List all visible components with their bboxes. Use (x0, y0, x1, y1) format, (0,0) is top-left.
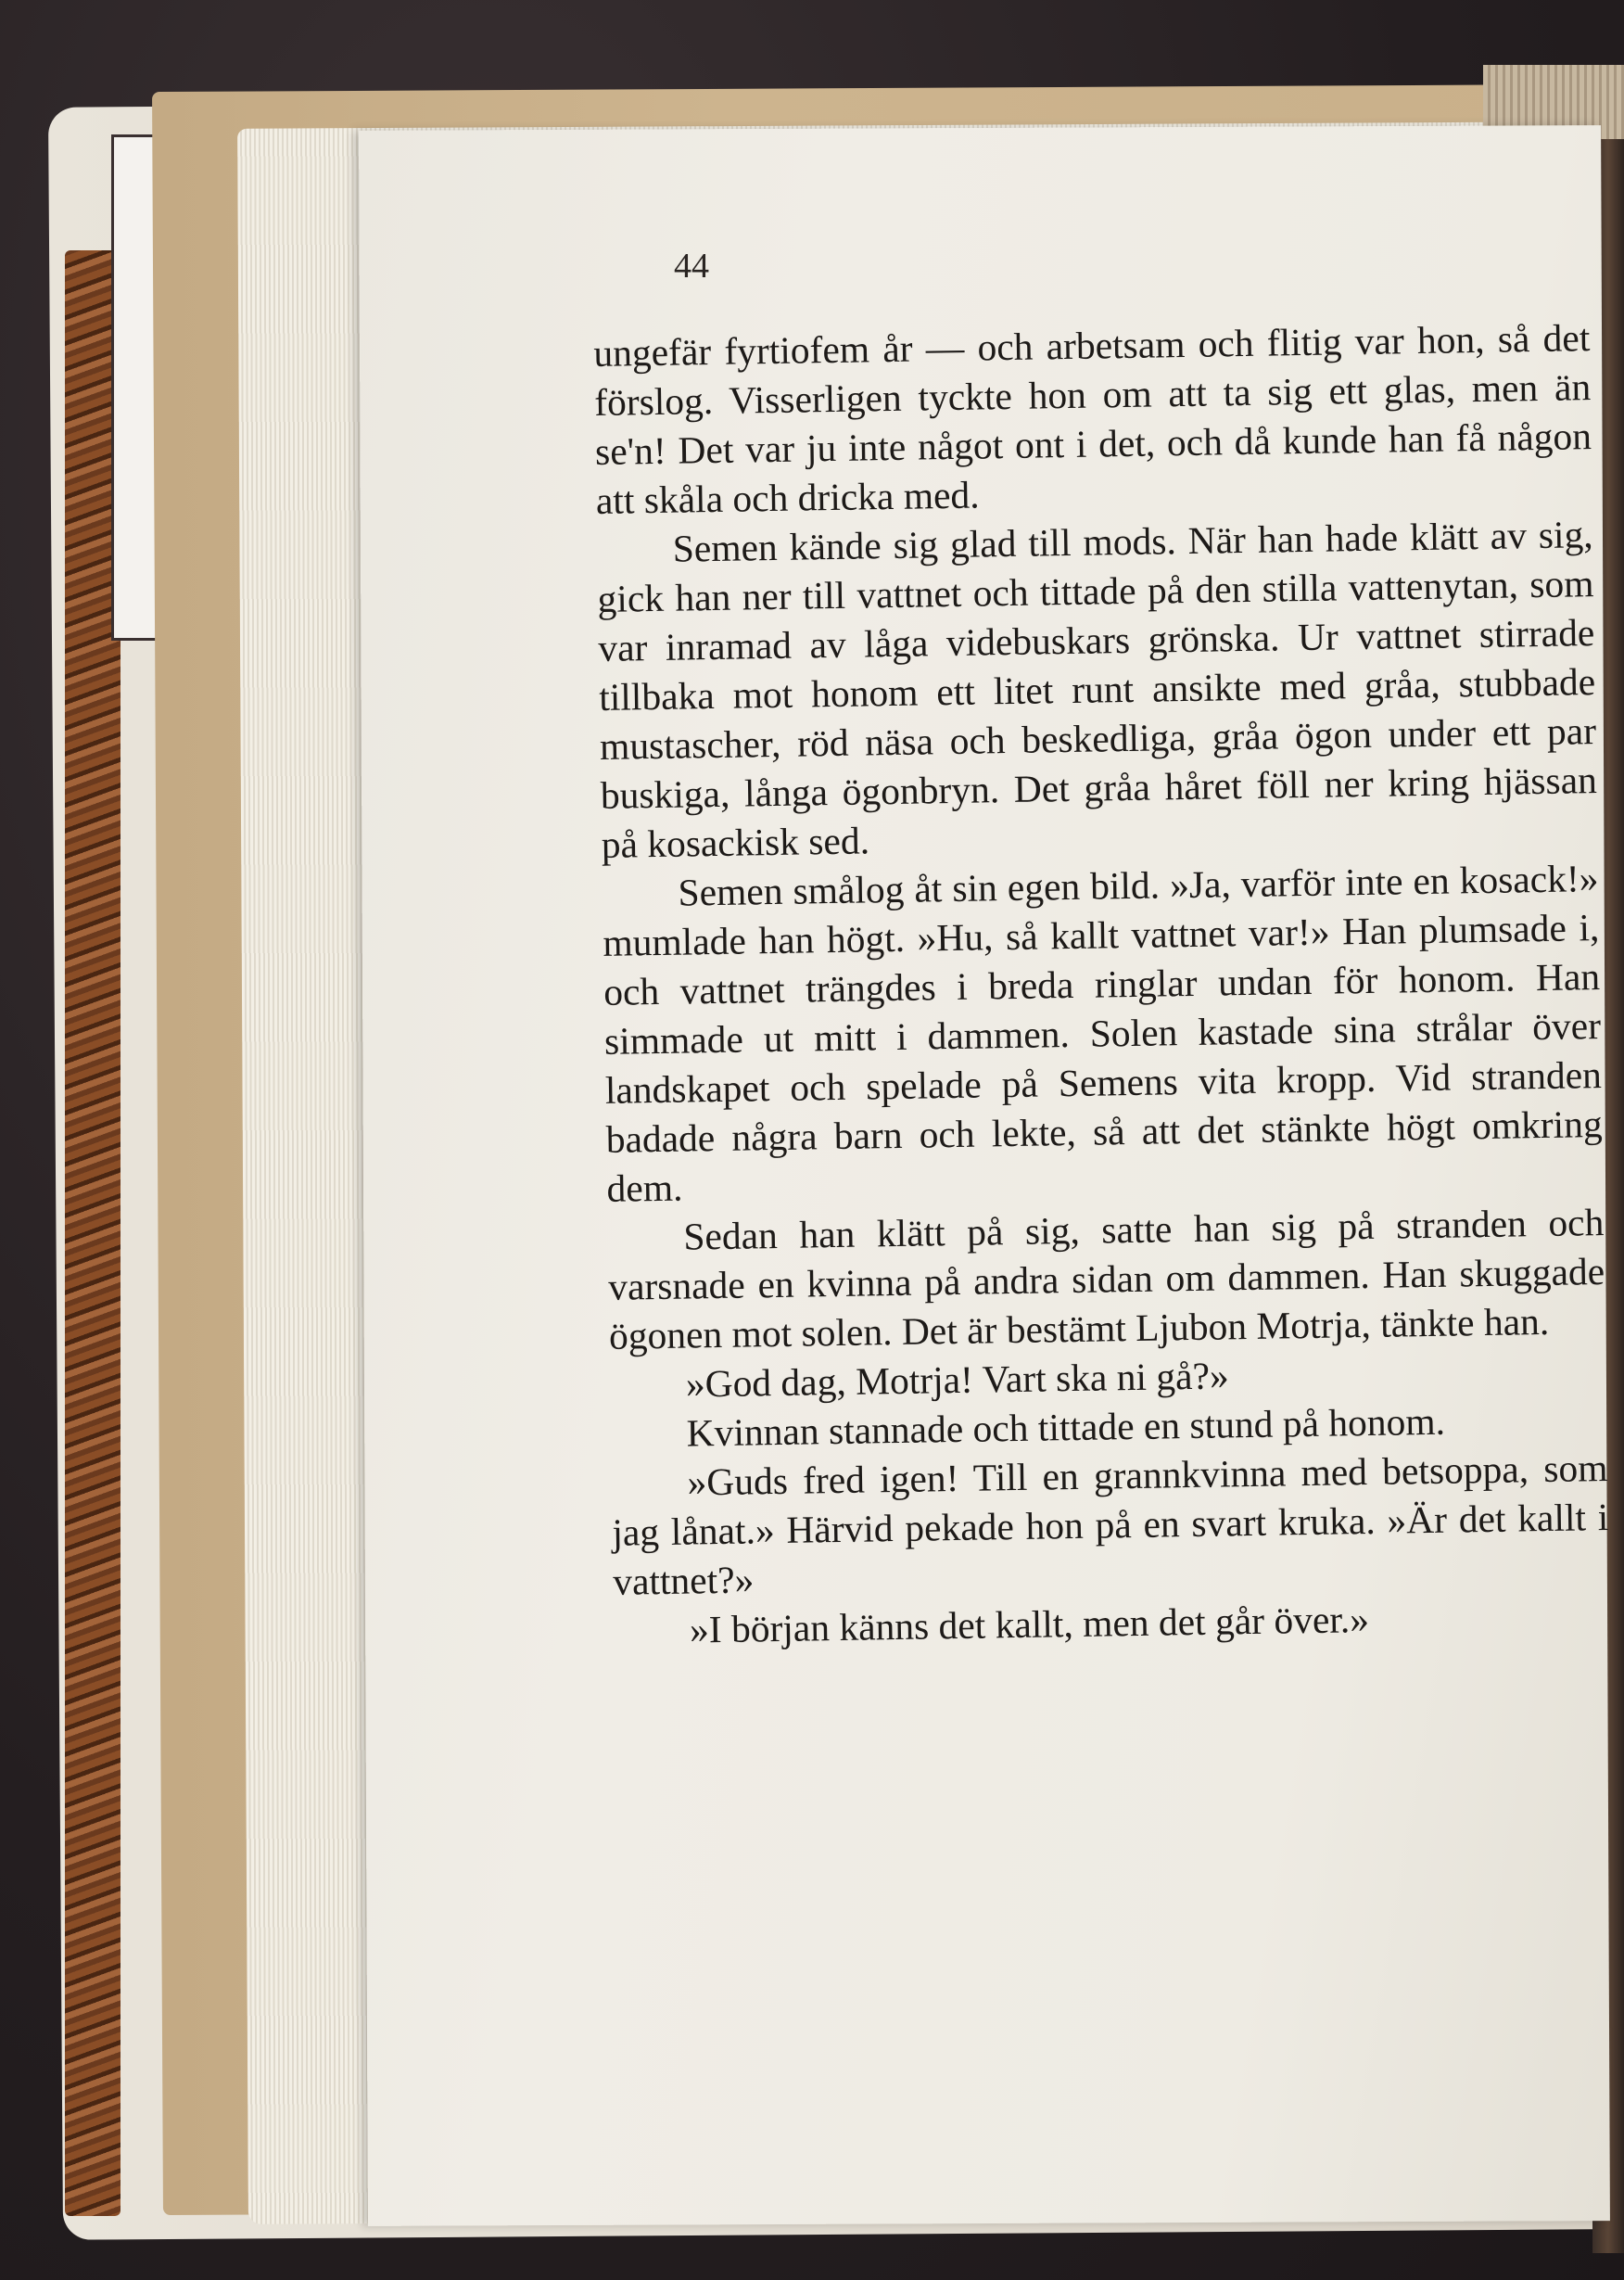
paragraph: »Guds fred igen! Till en grannkvinna med betsoppa, som jag lånat.» Härvid pekade hon på en svart kruka. »Är det kallt i vattnet?» (612, 1446, 1609, 1603)
paragraph: »I början känns det kallt, men det går över.» (689, 1598, 1370, 1651)
paragraph: »God dag, Motrja! Vart ska ni gå?» (685, 1354, 1230, 1406)
paragraph: Semen kände sig glad till mods. När han hade klätt av sig, gick han ner till vattnet och tittade på den stilla vattenytan, som var inramad av låga videbuskars grönska. Ur vattnet stirrade tillbaka mot honom ett litet runt ansikte med gråa, stubbade mustascher, röd näsa och beskedliga, gråa ögon under ett par buskiga, långa ögonbryn. Det gråa håret föll ner kring hjässan på kosackisk sed. (597, 513, 1598, 866)
paragraph: Sedan han klätt på sig, satte han sig på stranden och varsnade en kvinna på andra sidan om dammen. Han skuggade ögonen mot solen. Det är bestämt Ljubon Motrja, tänkte han. (607, 1200, 1605, 1357)
paragraph: Semen smålog åt sin egen bild. »Ja, varför inte en kosack!» mumlade han högt. »Hu, så kallt vattnet var!» Han plumsade i, och vattnet trängdes i breda ringlar undan för honom. Han simmade ut mitt i dammen. Solen kastade sina strålar över landskapet och spelade på Semens vita kropp. Vid stranden badade några barn och lekte, så att det stänkte högt omkring dem. (603, 857, 1603, 1210)
paragraph: Kvinnan stannade och tittade en stund på honom. (686, 1399, 1446, 1455)
page-number: 44 (674, 247, 709, 286)
paragraph: ungefär fyrtiofem år — och arbetsam och flitig var hon, så det förslog. Visserligen tyckte hon om att ta sig ett glas, men än se'n! Det var ju inte något ont i det, och då kunde han få någon att skåla och dricka med. (593, 316, 1592, 522)
page-body-text (593, 313, 1610, 1656)
